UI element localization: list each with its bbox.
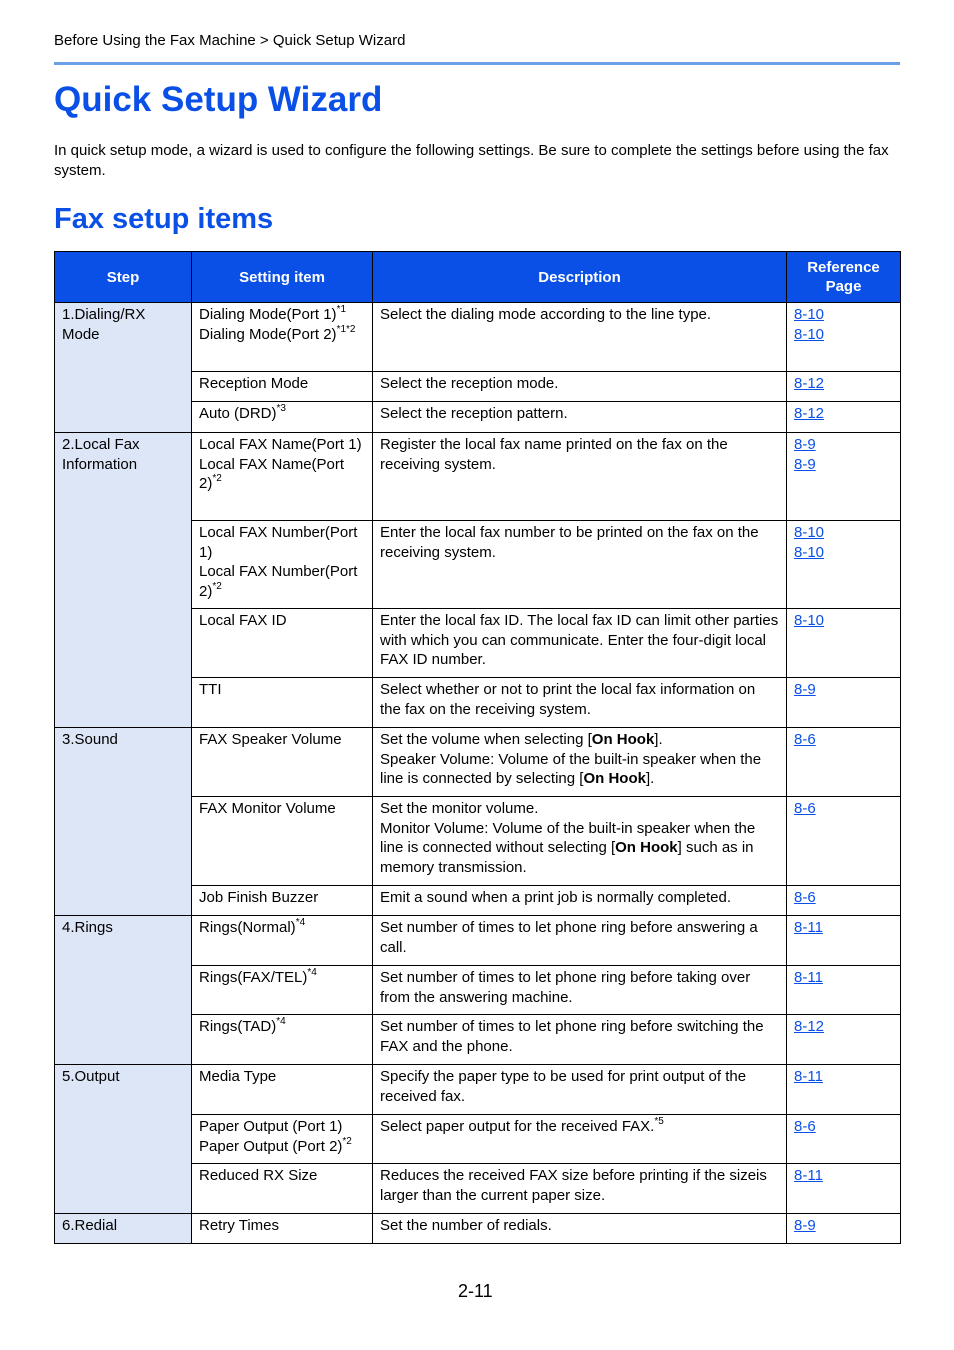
setting-cell: $Rings(FAX/TEL)^{*4}$ [192, 966, 373, 1015]
reference-link[interactable]: 8-11 [794, 919, 823, 936]
reference-cell [787, 728, 901, 797]
reference-cell [787, 966, 901, 1015]
table-row [55, 433, 901, 521]
reference-link[interactable]: 8-9 [794, 436, 816, 453]
setting-cell: Auto (DRD)$^{*3}$ [192, 402, 373, 433]
reference-link[interactable]: 8-6 [794, 889, 816, 906]
setting-cell: FAX Monitor Volume [192, 797, 373, 886]
step-cell: 5.Output [55, 1065, 192, 1214]
reference-cell [787, 797, 901, 886]
description-cell: Specify the paper type to be used for print output of the received fax. [373, 1065, 787, 1115]
reference-cell [787, 521, 901, 609]
reference-cell [787, 916, 901, 966]
table-row [55, 303, 901, 372]
setting-cell: Local FAX Number(Port 1) Local FAX Number(Port 2)$^{*2}$ [192, 521, 373, 609]
setting-cell: Rings(TAD)$^{*4}$ [192, 1015, 373, 1065]
reference-link[interactable]: 8-12 [794, 1018, 825, 1035]
reference-cell [787, 886, 901, 916]
description-cell: Enter the local fax ID. The local fax ID can limit other parties with which you can communicate. Enter the four-digit local FAX ID number. [373, 609, 787, 678]
reference-link[interactable]: 8-6 [794, 1118, 816, 1135]
reference-link[interactable]: 8-11 [794, 1167, 823, 1184]
reference-cell [787, 1115, 901, 1164]
reference-link[interactable]: 8-9 [794, 681, 816, 698]
step-cell: 2.Local Fax Information [55, 433, 192, 728]
table-row [55, 1214, 901, 1244]
description-cell: Select the dialing mode according to the line type. [373, 303, 787, 372]
reference-cell [787, 1214, 901, 1244]
setting-cell: Job Finish Buzzer [192, 886, 373, 916]
description-cell: Enter the local fax number to be printed on the fax on the receiving system. [373, 521, 787, 609]
step-cell: 6.Redial [55, 1214, 192, 1244]
header-setting-item: Setting item [192, 252, 373, 303]
reference-cell [787, 303, 901, 372]
reference-link[interactable]: 8-6 [794, 731, 816, 748]
header-step: Step [55, 252, 192, 303]
header-description: Description [373, 252, 787, 303]
step-cell: 1.Dialing/RX Mode [55, 303, 192, 433]
header-reference-page: Reference Page [787, 252, 901, 303]
setting-cell: Dialing Mode(Port 1)$^{*1}$ Dialing Mode(Port 2)$^{*1*2}$ [192, 303, 373, 372]
reference-link[interactable]: 8-11 [794, 969, 823, 986]
description-cell: Set number of times to let phone ring before taking over from the answering machine. [373, 966, 787, 1015]
reference-link[interactable]: 8-6 [794, 800, 816, 817]
page-number: 2-11 [458, 1281, 493, 1301]
table-row [55, 1065, 901, 1115]
reference-link[interactable]: 8-12 [794, 405, 825, 422]
setting-cell: Media Type [192, 1065, 373, 1115]
fax-setup-table [54, 251, 901, 1244]
reference-cell [787, 678, 901, 728]
setting-cell: Rings(Normal)$^{*4}$ [192, 916, 373, 966]
page-title: Quick Setup Wizard [54, 80, 383, 119]
reference-link[interactable]: 8-10 [794, 612, 825, 629]
setting-cell: Local FAX ID [192, 609, 373, 678]
table-row [55, 728, 901, 797]
header-rule [54, 62, 900, 65]
setting-cell: Paper Output (Port 1) Paper Output (Port 2)$^{*2}$ [192, 1115, 373, 1164]
reference-link[interactable]: 8-10 [794, 543, 825, 561]
reference-cell [787, 1015, 901, 1065]
reference-link[interactable]: 8-10 [794, 306, 825, 323]
description-cell: Set the monitor volume. Monitor Volume: Volume of the built-in speaker when the line is connected without selecting [On Hook] such as in memory transmission. [373, 797, 787, 886]
setting-cell: Reduced RX Size [192, 1164, 373, 1214]
reference-cell [787, 609, 901, 678]
reference-cell [787, 433, 901, 521]
description-cell: Set number of times to let phone ring before answering a call. [373, 916, 787, 966]
reference-link[interactable]: 8-11 [794, 1068, 823, 1085]
description-cell: Select whether or not to print the local fax information on the fax on the receiving system. [373, 678, 787, 728]
setting-cell: Local FAX Name(Port 1) Local FAX Name(Port 2)$^{*2}$ [192, 433, 373, 521]
reference-cell [787, 1164, 901, 1214]
breadcrumb: Before Using the Fax Machine > Quick Setup Wizard [54, 32, 406, 49]
reference-cell [787, 402, 901, 433]
table-header-row [55, 252, 901, 303]
description-cell: Emit a sound when a print job is normally completed. [373, 886, 787, 916]
step-cell: 3.Sound [55, 728, 192, 916]
description-cell: Select the reception pattern. [373, 402, 787, 433]
description-cell: Select paper output for the received FAX.$^{*5}$ [373, 1115, 787, 1164]
description-cell: Register the local fax name printed on the fax on the receiving system. [373, 433, 787, 521]
intro-paragraph: In quick setup mode, a wizard is used to configure the following settings. Be sure to complete the settings before using the fax system. [54, 142, 889, 179]
reference-link[interactable]: 8-9 [794, 1217, 816, 1234]
setting-cell: FAX Speaker Volume [192, 728, 373, 797]
reference-cell [787, 1065, 901, 1115]
description-cell: Set the volume when selecting [On Hook]. Speaker Volume: Volume of the built-in speaker when the line is connected by selecting [On Hook]. [373, 728, 787, 797]
description-cell: Set the number of redials. [373, 1214, 787, 1244]
description-cell: Select the reception mode. [373, 372, 787, 402]
reference-cell [787, 372, 901, 402]
reference-link[interactable]: 8-12 [794, 375, 825, 392]
step-cell: 4.Rings [55, 916, 192, 1065]
description-cell: Set number of times to let phone ring before switching the FAX and the phone. [373, 1015, 787, 1065]
setting-cell: Reception Mode [192, 372, 373, 402]
reference-link[interactable]: 8-9 [794, 455, 816, 473]
table-row [55, 916, 901, 966]
section-title: Fax setup items [54, 203, 274, 235]
setting-cell: Retry Times [192, 1214, 373, 1244]
setting-cell: TTI [192, 678, 373, 728]
description-cell: Reduces the received FAX size before printing if the sizeis larger than the current paper size. [373, 1164, 787, 1214]
reference-link[interactable]: 8-10 [794, 524, 825, 541]
reference-link[interactable]: 8-10 [794, 325, 825, 343]
